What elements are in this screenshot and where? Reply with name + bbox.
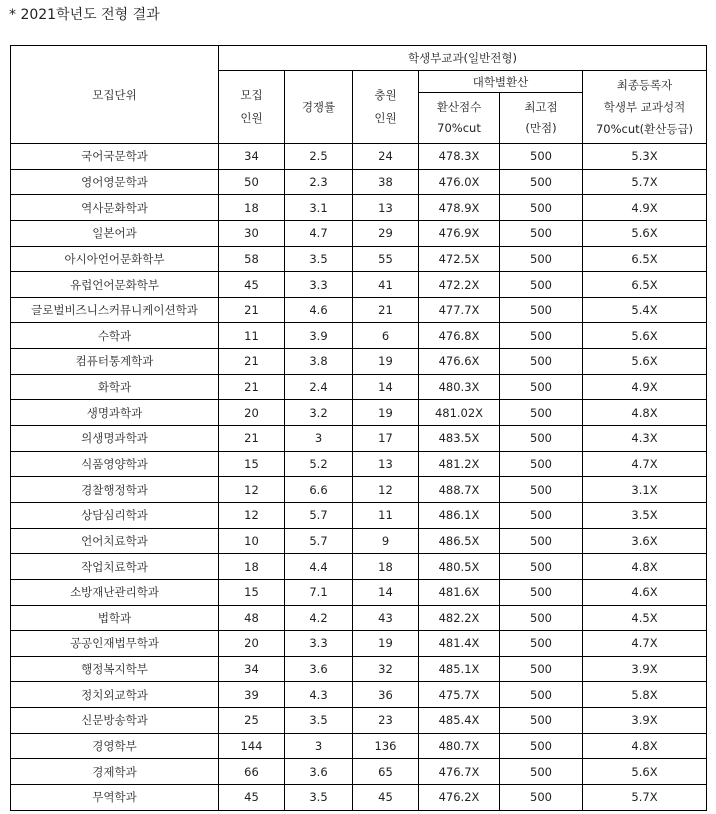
cell-grade: 4.6X [583,579,707,605]
header-conv-score-line1: 환산점수 [436,100,482,114]
cell-unit: 의생명과학과 [11,426,219,452]
cell-capacity: 45 [219,785,285,811]
cell-conv-score: 480.3X [419,374,500,400]
cell-capacity: 66 [219,759,285,785]
cell-unit: 경찰행정학과 [11,477,219,503]
cell-capacity: 39 [219,682,285,708]
cell-capacity: 21 [219,297,285,323]
cell-max-score: 500 [500,195,583,221]
cell-conv-score: 472.5X [419,246,500,272]
cell-unit: 영어영문학과 [11,169,219,195]
cell-grade: 5.7X [583,785,707,811]
table-row [11,656,707,682]
cell-filled: 13 [353,451,419,477]
results-table [10,45,707,811]
cell-capacity: 58 [219,246,285,272]
header-capacity-line1: 모집 [240,88,263,102]
cell-unit: 상담심리학과 [11,502,219,528]
cell-competition: 7.1 [285,579,353,605]
header-max-score-line1: 최고점 [524,100,558,114]
cell-competition: 4.2 [285,605,353,631]
cell-max-score: 500 [500,733,583,759]
cell-unit: 소방재난관리학과 [11,579,219,605]
table-row [11,528,707,554]
table-row [11,759,707,785]
cell-conv-score: 480.7X [419,733,500,759]
table-row [11,144,707,170]
cell-grade: 5.6X [583,323,707,349]
cell-unit: 신문방송학과 [11,708,219,734]
table-row [11,682,707,708]
header-max-score-line2: (만점) [525,121,557,135]
table-row [11,785,707,811]
cell-competition: 4.6 [285,297,353,323]
cell-filled: 45 [353,785,419,811]
cell-max-score: 500 [500,144,583,170]
cell-capacity: 50 [219,169,285,195]
page-title: * 2021학년도 전형 결과 [9,7,160,23]
cell-grade: 6.5X [583,272,707,298]
cell-filled: 17 [353,426,419,452]
cell-competition: 2.4 [285,374,353,400]
cell-filled: 19 [353,349,419,375]
cell-unit: 공공인재법무학과 [11,631,219,657]
cell-competition: 2.5 [285,144,353,170]
cell-competition: 3.5 [285,785,353,811]
cell-filled: 136 [353,733,419,759]
cell-max-score: 500 [500,272,583,298]
cell-capacity: 21 [219,349,285,375]
header-group: 학생부교과(일반전형) [219,46,707,71]
table-row [11,605,707,631]
cell-capacity: 48 [219,605,285,631]
cell-competition: 3.1 [285,195,353,221]
cell-max-score: 500 [500,169,583,195]
cell-filled: 32 [353,656,419,682]
cell-conv-score: 476.6X [419,349,500,375]
cell-max-score: 500 [500,297,583,323]
cell-grade: 3.6X [583,528,707,554]
cell-competition: 3.2 [285,400,353,426]
cell-max-score: 500 [500,708,583,734]
cell-capacity: 15 [219,579,285,605]
cell-conv-score: 486.1X [419,502,500,528]
cell-conv-score: 481.6X [419,579,500,605]
cell-conv-score: 476.7X [419,759,500,785]
header-univ-conv: 대학별환산 [419,71,583,93]
table-row [11,297,707,323]
header-final-line1: 최종등록자 [616,78,673,92]
cell-competition: 3.6 [285,759,353,785]
cell-filled: 29 [353,220,419,246]
cell-capacity: 34 [219,656,285,682]
cell-filled: 43 [353,605,419,631]
cell-unit: 경영학부 [11,733,219,759]
cell-capacity: 144 [219,733,285,759]
cell-unit: 정치외교학과 [11,682,219,708]
table-row [11,374,707,400]
cell-conv-score: 481.02X [419,400,500,426]
cell-conv-score: 475.7X [419,682,500,708]
cell-conv-score: 476.9X [419,220,500,246]
cell-grade: 5.6X [583,349,707,375]
cell-grade: 4.7X [583,631,707,657]
cell-conv-score: 485.4X [419,708,500,734]
table-row [11,349,707,375]
table-row [11,323,707,349]
cell-capacity: 21 [219,374,285,400]
table-row [11,400,707,426]
cell-conv-score: 477.7X [419,297,500,323]
cell-conv-score: 478.9X [419,195,500,221]
cell-grade: 5.4X [583,297,707,323]
cell-competition: 5.7 [285,502,353,528]
cell-capacity: 18 [219,554,285,580]
cell-max-score: 500 [500,528,583,554]
cell-capacity: 15 [219,451,285,477]
cell-grade: 5.7X [583,169,707,195]
cell-grade: 3.9X [583,708,707,734]
cell-unit: 무역학과 [11,785,219,811]
cell-unit: 컴퓨터통계학과 [11,349,219,375]
table-header [11,46,707,144]
cell-max-score: 500 [500,579,583,605]
cell-grade: 5.8X [583,682,707,708]
cell-grade: 4.8X [583,733,707,759]
cell-competition: 5.2 [285,451,353,477]
cell-capacity: 30 [219,220,285,246]
table-body [11,144,707,811]
cell-competition: 3.3 [285,631,353,657]
cell-capacity: 20 [219,631,285,657]
cell-filled: 24 [353,144,419,170]
cell-filled: 14 [353,579,419,605]
header-max-score [500,93,583,144]
cell-competition: 3.5 [285,708,353,734]
cell-grade: 5.6X [583,220,707,246]
cell-max-score: 500 [500,246,583,272]
cell-max-score: 500 [500,759,583,785]
cell-capacity: 10 [219,528,285,554]
cell-grade: 4.7X [583,451,707,477]
cell-filled: 14 [353,374,419,400]
cell-grade: 4.5X [583,605,707,631]
cell-filled: 13 [353,195,419,221]
cell-max-score: 500 [500,349,583,375]
cell-grade: 3.5X [583,502,707,528]
table-row [11,733,707,759]
cell-unit: 행정복지학부 [11,656,219,682]
cell-filled: 11 [353,502,419,528]
cell-grade: 3.9X [583,656,707,682]
cell-conv-score: 488.7X [419,477,500,503]
cell-filled: 21 [353,297,419,323]
cell-unit: 일본어과 [11,220,219,246]
cell-max-score: 500 [500,477,583,503]
table-row [11,246,707,272]
cell-unit: 역사문화학과 [11,195,219,221]
table-row [11,426,707,452]
table-row [11,451,707,477]
header-filled-line1: 충원 [374,88,397,102]
cell-max-score: 500 [500,220,583,246]
cell-capacity: 18 [219,195,285,221]
cell-filled: 41 [353,272,419,298]
cell-capacity: 25 [219,708,285,734]
cell-unit: 화학과 [11,374,219,400]
cell-max-score: 500 [500,785,583,811]
cell-max-score: 500 [500,374,583,400]
cell-conv-score: 482.2X [419,605,500,631]
cell-conv-score: 483.5X [419,426,500,452]
cell-competition: 3.6 [285,656,353,682]
header-conv-score-line2: 70%cut [437,121,481,135]
cell-grade: 5.6X [583,759,707,785]
table-row [11,502,707,528]
cell-filled: 19 [353,631,419,657]
cell-max-score: 500 [500,323,583,349]
cell-filled: 36 [353,682,419,708]
cell-unit: 법학과 [11,605,219,631]
table-row [11,195,707,221]
cell-capacity: 21 [219,426,285,452]
cell-competition: 3.8 [285,349,353,375]
cell-filled: 55 [353,246,419,272]
header-conv-score [419,93,500,144]
table-row [11,631,707,657]
cell-grade: 4.9X [583,374,707,400]
cell-max-score: 500 [500,451,583,477]
cell-capacity: 12 [219,502,285,528]
cell-unit: 국어국문학과 [11,144,219,170]
cell-grade: 4.8X [583,400,707,426]
cell-conv-score: 480.5X [419,554,500,580]
table-row [11,169,707,195]
cell-unit: 아시아언어문화학부 [11,246,219,272]
cell-max-score: 500 [500,631,583,657]
cell-conv-score: 472.2X [419,272,500,298]
header-filled-line2: 인원 [374,111,397,125]
header-final-line3: 70%cut(환산등급) [595,122,694,136]
cell-max-score: 500 [500,554,583,580]
cell-competition: 3 [285,426,353,452]
table-row [11,220,707,246]
table-row [11,579,707,605]
cell-filled: 18 [353,554,419,580]
cell-unit: 작업치료학과 [11,554,219,580]
cell-conv-score: 476.0X [419,169,500,195]
cell-conv-score: 476.8X [419,323,500,349]
cell-max-score: 500 [500,605,583,631]
cell-capacity: 45 [219,272,285,298]
cell-competition: 4.7 [285,220,353,246]
cell-unit: 수학과 [11,323,219,349]
cell-grade: 6.5X [583,246,707,272]
cell-max-score: 500 [500,426,583,452]
cell-conv-score: 481.4X [419,631,500,657]
cell-filled: 6 [353,323,419,349]
header-capacity-line2: 인원 [240,111,263,125]
cell-filled: 23 [353,708,419,734]
cell-unit: 생명과학과 [11,400,219,426]
cell-conv-score: 486.5X [419,528,500,554]
cell-conv-score: 481.2X [419,451,500,477]
cell-competition: 2.3 [285,169,353,195]
cell-unit: 글로벌비즈니스커뮤니케이션학과 [11,297,219,323]
cell-competition: 4.4 [285,554,353,580]
table-row [11,708,707,734]
cell-grade: 5.3X [583,144,707,170]
header-competition: 경쟁률 [285,71,353,144]
cell-filled: 19 [353,400,419,426]
cell-competition: 5.7 [285,528,353,554]
cell-competition: 3.3 [285,272,353,298]
cell-grade: 4.3X [583,426,707,452]
cell-max-score: 500 [500,400,583,426]
cell-competition: 3.5 [285,246,353,272]
cell-grade: 4.9X [583,195,707,221]
cell-unit: 유럽언어문화학부 [11,272,219,298]
header-final-line2: 학생부 교과성적 [603,100,686,114]
cell-competition: 3 [285,733,353,759]
cell-unit: 경제학과 [11,759,219,785]
cell-unit: 식품영양학과 [11,451,219,477]
cell-competition: 4.3 [285,682,353,708]
cell-capacity: 34 [219,144,285,170]
table-row [11,554,707,580]
cell-conv-score: 485.1X [419,656,500,682]
cell-capacity: 11 [219,323,285,349]
cell-filled: 12 [353,477,419,503]
cell-max-score: 500 [500,682,583,708]
cell-filled: 65 [353,759,419,785]
cell-filled: 38 [353,169,419,195]
cell-competition: 3.9 [285,323,353,349]
cell-max-score: 500 [500,656,583,682]
cell-grade: 3.1X [583,477,707,503]
header-filled [353,71,419,144]
cell-conv-score: 478.3X [419,144,500,170]
cell-grade: 4.8X [583,554,707,580]
header-capacity [219,71,285,144]
cell-capacity: 20 [219,400,285,426]
cell-conv-score: 476.2X [419,785,500,811]
cell-max-score: 500 [500,502,583,528]
cell-competition: 6.6 [285,477,353,503]
cell-unit: 언어치료학과 [11,528,219,554]
cell-filled: 9 [353,528,419,554]
table-row [11,272,707,298]
cell-capacity: 12 [219,477,285,503]
header-unit: 모집단위 [11,46,219,144]
header-final [583,71,707,144]
table-row [11,477,707,503]
